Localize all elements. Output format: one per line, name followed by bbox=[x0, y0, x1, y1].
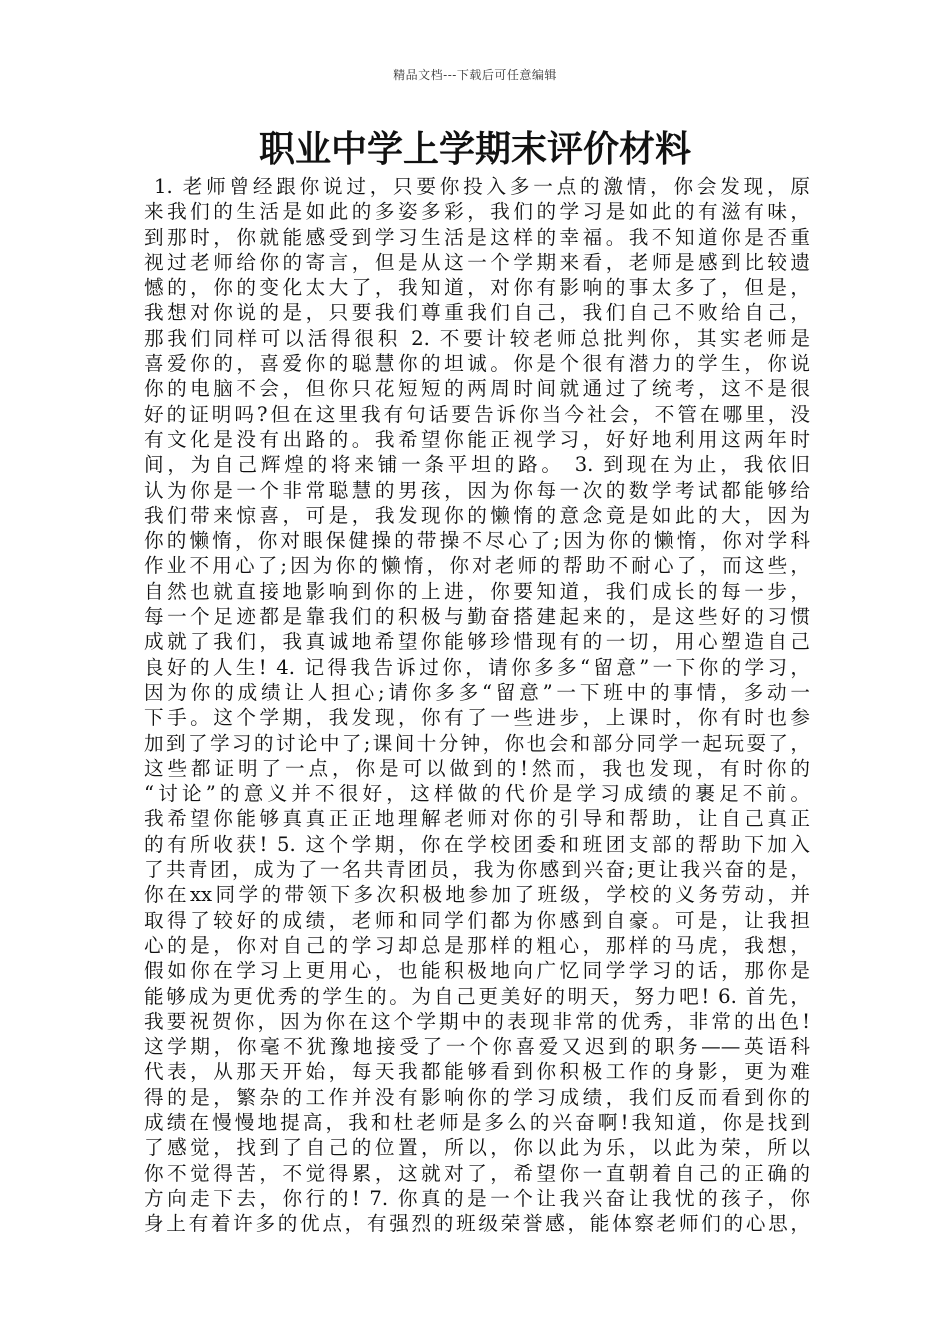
body-line: 好的证明吗?但在这里我有句话要告诉你当今社会，不管在哪里，没 bbox=[144, 402, 810, 426]
body-line: 认为你是一个非常聪慧的男孩，因为你每一次的数学考试都能够给 bbox=[144, 478, 810, 502]
body-line: 代表，从那天开始，每天我都能够看到你积极工作的身影，更为难 bbox=[144, 1060, 810, 1084]
body-line: 下手。这个学期，我发现，你有了一些进步，上课时，你有时也参 bbox=[144, 706, 810, 730]
body-line: 我想对你说的是，只要我们尊重我们自己，我们自己不败给自己， bbox=[144, 301, 810, 325]
body-line: 这些都证明了一点，你是可以做到的!然而，我也发现，有时你的 bbox=[144, 756, 810, 780]
body-line: 自然也就直接地影响到你的上进，你要知道，我们成长的每一步， bbox=[144, 579, 810, 603]
body-line: 因为你的成绩让人担心;请你多多“留意”一下班中的事情，多动一 bbox=[144, 680, 810, 704]
body-line: 你的电脑不会，但你只花短短的两周时间就通过了统考，这不是很 bbox=[144, 377, 810, 401]
body-line: 心的是，你对自己的学习却总是那样的粗心，那样的马虎，我想， bbox=[144, 933, 810, 957]
body-line: 喜爱你的，喜爱你的聪慧你的坦诚。你是个很有潜力的学生，你说 bbox=[144, 352, 810, 376]
body-line: “讨论”的意义并不很好，这样做的代价是学习成绩的裹足不前。 bbox=[144, 782, 810, 806]
body-line: 了共青团，成为了一名共青团员，我为你感到兴奋;更让我兴奋的是， bbox=[144, 858, 810, 882]
body-line: 假如你在学习上更用心，也能积极地向广忆同学学习的话，那你是 bbox=[144, 959, 810, 983]
document-title: 职业中学上学期末评价材料 bbox=[258, 129, 691, 170]
body-line: 得的是，繁杂的工作并没有影响你的学习成绩，我们反而看到你的 bbox=[144, 1085, 810, 1109]
body-line: 来我们的生活是如此的多姿多彩，我们的学习是如此的有滋有味， bbox=[144, 200, 810, 224]
body-line: 有文化是没有出路的。我希望你能正视学习，好好地利用这两年时 bbox=[144, 427, 810, 451]
body-line: 了感觉，找到了自己的位置，所以，你以此为乐，以此为荣，所以 bbox=[144, 1136, 810, 1160]
body-line: 那我们同样可以活得很积 2. 不要计较老师总批判你，其实老师是 bbox=[144, 326, 810, 350]
body-line: 成绩在慢慢地提高，我和杜老师是多么的兴奋啊!我知道，你是找到 bbox=[144, 1110, 810, 1134]
body-line: 你的懒惰，你对眼保健操的带操不尽心了;因为你的懒惰，你对学科 bbox=[144, 529, 810, 553]
body-line: 能够成为更优秀的学生的。为自己更美好的明天，努力吧! 6. 首先， bbox=[144, 984, 810, 1008]
body-line: 视过老师给你的寄言，但是从这一个学期来看，老师是感到比较遗 bbox=[144, 250, 810, 274]
body-line: 这学期，你毫不犹豫地接受了一个你喜爱又迟到的职务——英语科 bbox=[144, 1035, 810, 1059]
body-line: 你在xx同学的带领下多次积极地参加了班级，学校的义务劳动，并 bbox=[144, 883, 810, 907]
body-line: 我希望你能够真真正正地理解老师对你的引导和帮助，让自己真正 bbox=[144, 807, 810, 831]
body-line: 间，为自己辉煌的将来铺一条平坦的路。 3. 到现在为止，我依旧 bbox=[144, 453, 810, 477]
body-line: 身上有着许多的优点，有强烈的班级荣誉感，能体察老师们的心思， bbox=[144, 1212, 810, 1236]
body-line: 取得了较好的成绩，老师和同学们都为你感到自豪。可是，让我担 bbox=[144, 908, 810, 932]
body-line: 作业不用心了;因为你的懒惰，你对老师的帮助不耐心了，而这些， bbox=[144, 554, 810, 578]
document-body bbox=[144, 174, 810, 1236]
body-line: 方向走下去，你行的! 7. 你真的是一个让我兴奋让我忧的孩子，你 bbox=[144, 1186, 810, 1210]
header-note: 精品文档---下载后可任意编辑 bbox=[393, 68, 557, 82]
body-line: 我要祝贺你，因为你在这个学期中的表现非常的优秀，非常的出色! bbox=[144, 1009, 810, 1033]
body-line: 加到了学习的讨论中了;课间十分钟，你也会和部分同学一起玩耍了， bbox=[144, 731, 810, 755]
body-line: 到那时，你就能感受到学习生活是这样的幸福。我不知道你是否重 bbox=[144, 225, 810, 249]
body-line: 憾的，你的变化太大了，我知道，对你有影响的事太多了，但是， bbox=[144, 276, 810, 300]
body-line: 我们带来惊喜，可是，我发现你的懒惰的意念竟是如此的大，因为 bbox=[144, 503, 810, 527]
body-line: 的有所收获! 5. 这个学期，你在学校团委和班团支部的帮助下加入 bbox=[144, 832, 810, 856]
body-line: 良好的人生! 4. 记得我告诉过你，请你多多“留意”一下你的学习， bbox=[144, 655, 810, 679]
body-line: 每一个足迹都是靠我们的积极与勤奋搭建起来的，是这些好的习惯 bbox=[144, 605, 810, 629]
body-line: 成就了我们，我真诚地希望你能够珍惜现有的一切，用心塑造自己 bbox=[144, 630, 810, 654]
body-line: 1. 老师曾经跟你说过，只要你投入多一点的激情，你会发现，原 bbox=[154, 175, 810, 198]
body-line: 你不觉得苦，不觉得累，这就对了，希望你一直朝着自己的正确的 bbox=[144, 1161, 810, 1185]
